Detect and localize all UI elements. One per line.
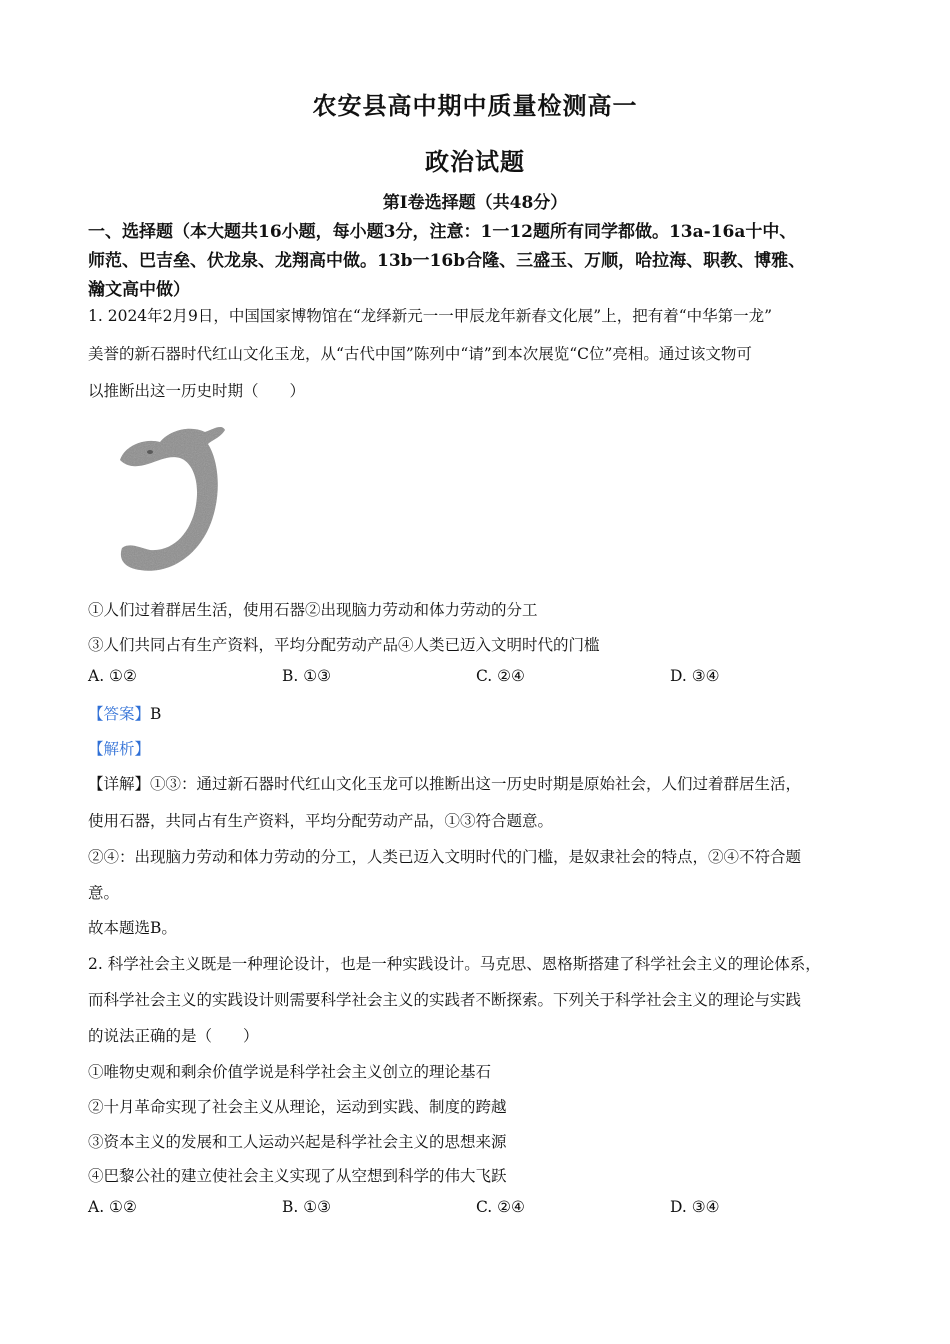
q2-option-c[interactable]: C. ②④ [476, 1198, 525, 1216]
section-instruction-line: 师范、巴吉垒、伏龙泉、龙翔高中做。13b一16b合隆、三盛玉、万顺，哈拉海、职教、博雅、 [88, 251, 806, 271]
q2-statement-line: ①唯物史观和剩余价值学说是科学社会主义创立的理论基石 [88, 1063, 492, 1081]
q2-option-a[interactable]: A. ①② [88, 1198, 137, 1216]
q2-statement-line: ④巴黎公社的建立使社会主义实现了从空想到科学的伟大飞跃 [88, 1167, 507, 1185]
q1-detail-line: 【详解】①③：通过新石器时代红山文化玉龙可以推断出这一历史时期是原始社会，人们过着群居生活， [88, 775, 802, 793]
analysis-label: 【解析】 [88, 740, 151, 758]
q1-option-a[interactable]: A. ①② [88, 667, 137, 685]
q1-detail-line: ②④：出现脑力劳动和体力劳动的分工，人类已迈入文明时代的门槛，是奴隶社会的特点，②④不符合题 [88, 848, 802, 866]
q2-option-d[interactable]: D. ③④ [670, 1198, 720, 1216]
q2-stem-line: 而科学社会主义的实践设计则需要科学社会主义的实践者不断探索。下列关于科学社会主义的理论与实践 [88, 991, 802, 1009]
q1-detail-line: 使用石器，共同占有生产资料，平均分配劳动产品，①③符合题意。 [88, 812, 554, 830]
q1-detail-line: 意。 [88, 884, 120, 902]
q1-statement-line: ③人们共同占有生产资料，平均分配劳动产品④人类已迈入文明时代的门槛 [88, 636, 600, 654]
q1-stem-line: 1. 2024年2月9日，中国国家博物馆在“龙绎新元一一甲辰龙年新春文化展”上，把有着“中华第一龙” [88, 307, 773, 325]
answer-label: 【答案】 [88, 705, 151, 723]
jade-dragon-shape [120, 427, 225, 571]
section-instruction-line: 一、选择题（本大题共16小题，每小题3分，注意：1一12题所有同学都做。13a-16a十中、 [88, 222, 797, 242]
q1-statement-line: ①人们过着群居生活，使用石器②出现脑力劳动和体力劳动的分工 [88, 601, 538, 619]
q2-stem-line: 的说法正确的是（ ） [88, 1027, 259, 1045]
section-instruction-line: 瀚文高中做） [88, 280, 190, 300]
q2-statement-line: ③资本主义的发展和工人运动兴起是科学社会主义的思想来源 [88, 1133, 507, 1151]
jade-dragon-image [100, 420, 235, 585]
q1-answer [88, 702, 161, 724]
answer-value: B [150, 705, 162, 723]
q1-detail-line: 故本题选B。 [88, 919, 177, 937]
q1-stem-line: 以推断出这一历史时期（ ） [88, 382, 306, 400]
exam-subject: 政治试题 [425, 147, 525, 176]
q1-option-c[interactable]: C. ②④ [476, 667, 525, 685]
q2-statement-line: ②十月革命实现了社会主义从理论，运动到实践、制度的跨越 [88, 1098, 507, 1116]
q1-option-d[interactable]: D. ③④ [670, 667, 720, 685]
q2-stem-line: 2. 科学社会主义既是一种理论设计，也是一种实践设计。马克思、恩格斯搭建了科学社会主义的理论体系， [88, 955, 821, 973]
volume-heading: 第Ⅰ卷选择题（共48分） [382, 193, 568, 213]
q1-option-b[interactable]: B. ①③ [282, 667, 332, 685]
exam-title: 农安县高中期中质量检测高一 [312, 91, 638, 120]
q2-option-b[interactable]: B. ①③ [282, 1198, 332, 1216]
q1-stem-line: 美誉的新石器时代红山文化玉龙，从“古代中国”陈列中“请”到本次展览“C位”亮相。通过该文物可 [88, 345, 752, 363]
